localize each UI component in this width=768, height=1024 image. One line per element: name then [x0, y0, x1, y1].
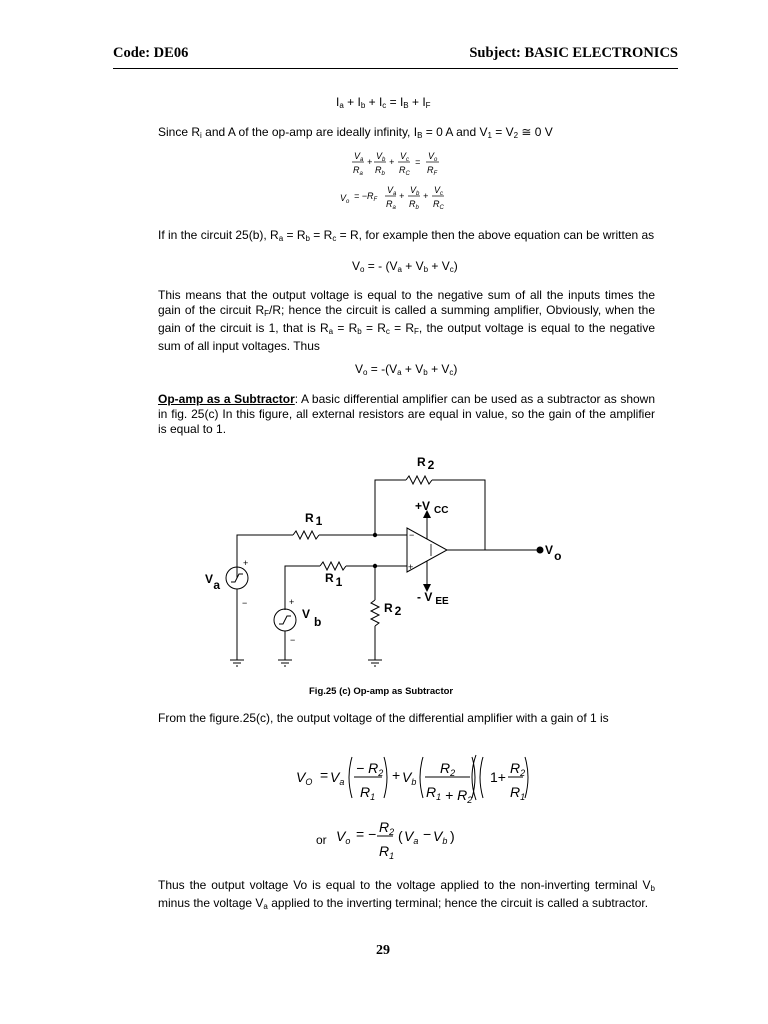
- label-vcc: +V $_{CC}$: [415, 499, 449, 516]
- svg-text:Va: $V_a$: [330, 769, 345, 787]
- label-r1-mid: R 1: [325, 571, 343, 589]
- label-vo: V o: [545, 543, 562, 563]
- svg-text:RC: $R_C$: [433, 199, 444, 211]
- output-equation-1: $V_o$ = - $(V_a + V_b + V_c)$: [352, 259, 458, 274]
- svg-text:Vb: $V_b$: [410, 185, 420, 197]
- svg-text:Rb: $R_b$: [409, 199, 419, 211]
- va-minus: −: [242, 598, 248, 608]
- svg-text:Vc: $V_c$: [400, 151, 410, 163]
- svg-text:= −RF: = $-R_F$: [354, 191, 378, 203]
- current-equation: $I_a + I_b + I_c = I_B + I_F$: [336, 95, 431, 110]
- header-code: Code: DE06: [113, 45, 189, 61]
- opamp-minus: −: [409, 530, 415, 540]
- paragraph-means: This means that the output voltage is equal to the negative sum of all the inputs times the gain of the circuit $R_F/R$; hence the circuit is called a summing amplifier, Obviously, when the gain of the circuit is 1, that is $R_a = R_b = R_c = R_F$, the output voltage is equal to the negative sum of all input voltages. Thus: [158, 288, 655, 353]
- header-subject: Subject: BASIC ELECTRONICS: [469, 45, 678, 61]
- svg-text:+: +: [392, 767, 401, 783]
- svg-text:=: =: [415, 157, 421, 167]
- svg-text:+: +: [367, 157, 373, 167]
- opamp-plus: +: [408, 562, 414, 572]
- summing-equations: [340, 148, 460, 218]
- equation-vo-full: [290, 752, 540, 812]
- va-plus: +: [243, 558, 249, 568]
- label-vb: Vb: [302, 607, 322, 629]
- svg-text:Va: $V_a$: [354, 151, 364, 163]
- svg-text:−: −: [423, 826, 432, 842]
- svg-text:RF: $R_F$: [427, 165, 438, 177]
- svg-text:Va: $V_a$: [404, 828, 419, 846]
- svg-text:+: +: [399, 191, 405, 201]
- header-rule: [113, 68, 678, 69]
- svg-text:R2: $R_2$: [510, 760, 526, 778]
- svg-text:R1 + R2: $R_1 + R_2$: [426, 784, 473, 805]
- label-r1-top: R 1: [305, 511, 323, 528]
- svg-text:R1: $R_1$: [379, 843, 395, 861]
- paragraph-from: From the figure.25(c), the output voltage of the differential amplifier with a gain of 1 is: [158, 711, 609, 725]
- vb-plus: +: [289, 597, 295, 607]
- svg-text:RC: $R_C$: [399, 165, 410, 177]
- svg-text:+: +: [423, 191, 429, 201]
- svg-text:=: =: [320, 767, 329, 783]
- subtractor-heading: Op-amp as a Subtractor: [158, 392, 295, 406]
- svg-text:VO: $V_O$: [296, 769, 313, 787]
- label-r2-feedback: R 2: [417, 455, 435, 472]
- label-vee: - V $_{EE}$: [417, 590, 449, 607]
- paragraph-since: Since $R_i$ and A of the op-amp are ideally infinity, $I_B = 0$ A and $V_1 = V_2$ ≅ 0 V: [158, 125, 553, 140]
- svg-text:− R2: − $R_2$: [356, 760, 384, 778]
- svg-text:Ra: $R_a$: [353, 165, 363, 177]
- svg-text:): ): [450, 828, 455, 844]
- svg-text:R1: $R_1$: [360, 784, 376, 802]
- output-equation-2: $V_o = -(V_a + V_b + V_c)$: [355, 362, 458, 377]
- vb-minus: −: [290, 635, 296, 645]
- svg-text:Vb: $V_b$: [376, 151, 386, 163]
- equation-vo-simplified: [332, 818, 472, 864]
- subtractor-circuit-diagram: [195, 450, 575, 675]
- svg-text:Vb: $V_b$: [433, 828, 448, 846]
- svg-text:R1: $R_1$: [510, 784, 526, 802]
- label-va: Va: [205, 572, 221, 592]
- svg-text:R2: $R_2$: [440, 760, 456, 778]
- svg-text:Vo: $V_o$: [340, 193, 350, 205]
- svg-text:Va: $V_a$: [387, 185, 397, 197]
- svg-text:Vb: $V_b$: [402, 769, 417, 787]
- svg-text:(: (: [398, 828, 403, 844]
- svg-text:R2: $R_2$: [379, 819, 395, 837]
- svg-text:Rb: $R_b$: [375, 165, 385, 177]
- svg-text:1+: 1+: [490, 769, 506, 785]
- svg-text:Ra: $R_a$: [386, 199, 396, 211]
- svg-text:= −: = −: [356, 826, 377, 842]
- or-label: or: [316, 833, 327, 847]
- svg-text:Vo: $V_o$: [428, 151, 438, 163]
- paragraph-if: If in the circuit 25(b), $R_a = R_b = R_c = R$, for example then the above equation can be written as: [158, 228, 655, 243]
- paragraph-thus: Thus the output voltage Vo is equal to the voltage applied to the non-inverting terminal $V_b$ minus the voltage $V_a$ applied to the inverting terminal; hence the circuit is called a subtractor.: [158, 878, 655, 911]
- svg-text:Vc: $V_c$: [434, 185, 444, 197]
- svg-text:+: +: [389, 157, 395, 167]
- figure-caption: Fig.25 (c) Op-amp as Subtractor: [309, 686, 454, 697]
- svg-text:Vo: $V_o$: [336, 828, 351, 846]
- paragraph-subtractor: Op-amp as a Subtractor: A basic differential amplifier can be used as a subtractor as shown in fig. 25(c) In this figure, all external resistors are equal in value, so the gain of the amplifier is equal to 1.: [158, 392, 656, 436]
- label-r2-ground: R 2: [384, 601, 402, 618]
- page-number: 29: [376, 943, 390, 958]
